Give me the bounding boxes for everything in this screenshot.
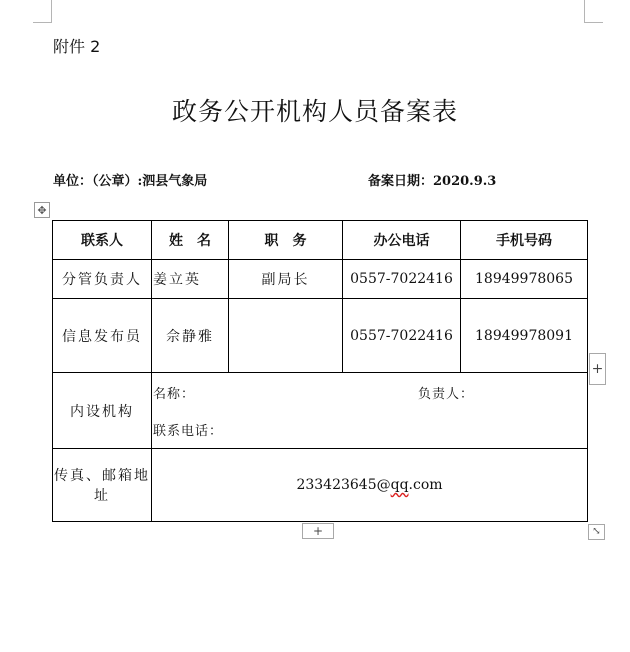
fax-email-label: 传真、邮箱地址: [53, 449, 152, 522]
cell-office-phone[interactable]: 0557-7022416: [343, 260, 461, 299]
org-head-label: 负责人：: [418, 387, 475, 402]
table-row: [53, 299, 588, 373]
add-row-button[interactable]: [302, 523, 334, 539]
filing-date-line: 备案日期：2020.9.3: [368, 174, 497, 189]
email-tail: .com: [408, 477, 443, 493]
header-position: 职 务: [229, 221, 343, 260]
header-name: 姓 名: [152, 221, 229, 260]
attachment-label: 附件 2: [53, 37, 101, 56]
cell-role[interactable]: 信息发布员: [53, 299, 152, 373]
cell-position[interactable]: 副局长: [229, 260, 343, 299]
internal-org-cell[interactable]: [152, 373, 588, 449]
cell-office-phone[interactable]: 0557-7022416: [343, 299, 461, 373]
cell-mobile[interactable]: 18949978091: [461, 299, 588, 373]
internal-org-label: 内设机构: [53, 373, 152, 449]
cell-name[interactable]: 佘静雅: [152, 299, 229, 373]
header-row: [53, 221, 588, 260]
crop-mark-top-right: [584, 0, 603, 23]
spellcheck-squiggle: qq: [390, 477, 409, 493]
table-row: [53, 260, 588, 299]
fax-email-row: [53, 449, 588, 522]
document-title: 政务公开机构人员备案表: [171, 97, 458, 126]
header-office-phone: 办公电话: [343, 221, 461, 260]
move-icon: ✥: [37, 203, 47, 217]
header-contact: 联系人: [53, 221, 152, 260]
table-move-handle[interactable]: [34, 202, 50, 218]
internal-org-row: [53, 373, 588, 449]
email-main: 233423645@: [296, 477, 391, 493]
unit-line: 单位：（公章）:泗县气象局: [53, 174, 208, 189]
add-column-button[interactable]: [589, 353, 606, 385]
org-name-label: 名称：: [153, 387, 196, 402]
filing-table: [52, 220, 588, 522]
cell-mobile[interactable]: 18949978065: [461, 260, 588, 299]
table-resize-handle[interactable]: [588, 524, 605, 540]
cell-role[interactable]: 分管负责人: [53, 260, 152, 299]
resize-diagonal-icon: ⤡: [592, 526, 601, 537]
cell-position[interactable]: [229, 299, 343, 373]
crop-mark-top-left: [33, 0, 52, 23]
email-cell[interactable]: [152, 449, 588, 522]
plus-icon: +: [591, 361, 604, 377]
cell-name[interactable]: 姜立英: [152, 260, 229, 299]
org-phone-label: 联系电话：: [153, 424, 224, 439]
plus-icon: +: [312, 524, 324, 538]
header-mobile: 手机号码: [461, 221, 588, 260]
